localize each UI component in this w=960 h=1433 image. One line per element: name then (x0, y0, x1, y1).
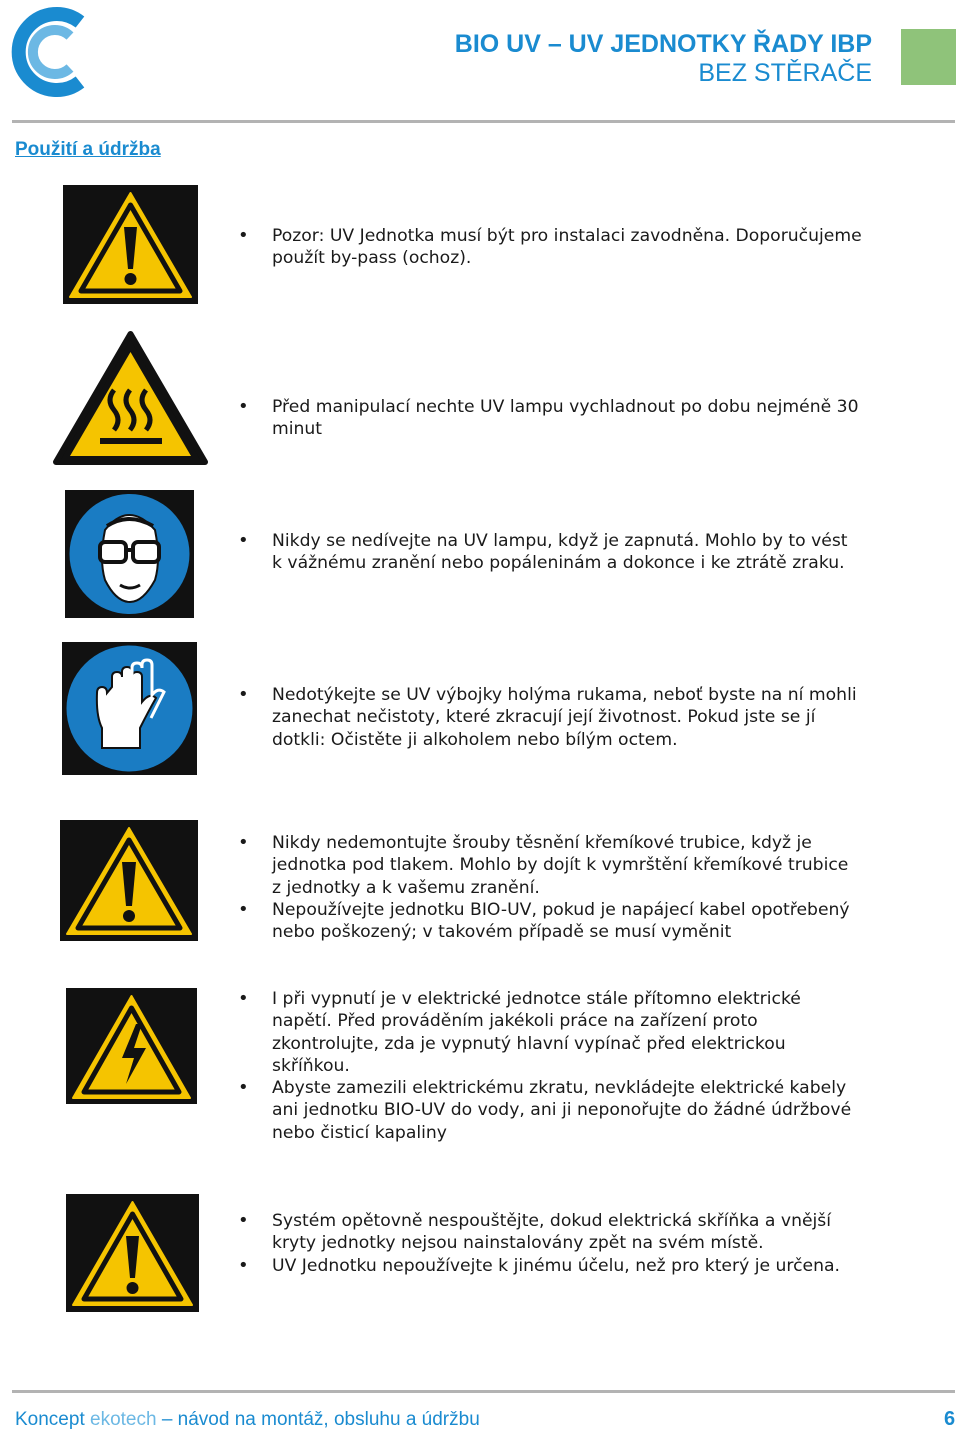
document-title (455, 30, 872, 88)
footer-divider (12, 1390, 955, 1393)
bullet: • (238, 225, 249, 246)
footer-brand-accent: ekotech (90, 1409, 157, 1430)
list-item-text: Abyste zamezili elektrickému zkratu, nevkládejte elektrické kabely ani jednotku BIO-UV do vody, ani ji neponořujte do žádné údržbové nebo čisticí kapaliny (272, 1078, 852, 1143)
bullet: • (238, 832, 249, 853)
list-item-text: Systém opětovně nespouštějte, dokud elektrická skříňka a vnější kryty jednotky nejsou nainstalovány zpět na svém místě. (272, 1211, 832, 1254)
title-line-2: BEZ STĚRAČE (698, 59, 872, 87)
page-number: 6 (944, 1408, 956, 1430)
header-divider (12, 120, 955, 123)
bullet: • (238, 988, 249, 1009)
list-item-text: Nikdy nedemontujte šrouby těsnění křemíkové trubice, když je jednotka pod tlakem. Mohlo by dojít k vymrštění křemíkové trubice z jednotky a k vašemu zranění. (272, 833, 849, 898)
bullet: • (238, 899, 249, 920)
warning-triangle-icon (66, 1194, 199, 1312)
warning-triangle-icon (60, 820, 198, 941)
footer-text (15, 1409, 480, 1431)
list-item-text: I při vypnutí je v elektrické jednotce stále přítomno elektrické napětí. Před prováděním jakékoli práce na zařízení proto zkontrolujte, zda je vypnutý hlavní vypínač před elektrickou skříňkou. (272, 989, 801, 1076)
eye-protection-icon (65, 490, 194, 618)
company-logo (0, 0, 92, 104)
electric-hazard-icon (66, 988, 197, 1104)
gloves-icon (62, 642, 197, 775)
warning-triangle-icon (63, 185, 198, 304)
title-line-1: BIO UV – UV JEDNOTKY ŘADY IBP (454, 30, 872, 58)
bullet: • (238, 1210, 249, 1231)
list-item-text: Nedotýkejte se UV výbojky holýma rukama, neboť byste na ní mohli zanechat nečistoty, které zkracují její životnost. Pokud jste se jí dotkli: Očistěte ji alkoholem nebo bílým octem. (272, 685, 857, 750)
list-item-text: UV Jednotku nepoužívejte k jinému účelu, než pro který je určena. (272, 1256, 841, 1276)
list-item-text: Pozor: UV Jednotka musí být pro instalaci zavodněna. Doporučujeme použít by-pass (ochoz). (272, 226, 862, 269)
section-title: Použití a údržba (15, 139, 161, 160)
bullet: • (238, 530, 249, 551)
bullet: • (238, 1255, 249, 1276)
hot-surface-icon (52, 330, 209, 467)
list-item-text: Nepoužívejte jednotku BIO-UV, pokud je napájecí kabel opotřebený nebo poškozený; v takovém případě se musí vyměnit (272, 900, 850, 943)
bullet: • (238, 396, 249, 417)
footer-subtitle: – návod na montáž, obsluhu a údržbu (156, 1409, 480, 1430)
header-accent-box (901, 29, 956, 85)
list-item-text: Před manipulací nechte UV lampu vychladnout po dobu nejméně 30 minut (272, 397, 859, 440)
list-item-text: Nikdy se nedívejte na UV lampu, když je zapnutá. Mohlo by to vést k vážnému zranění nebo popáleninám a dokonce i ke ztrátě zraku. (272, 531, 848, 574)
bullet: • (238, 1077, 249, 1098)
bullet: • (238, 684, 249, 705)
footer-brand: Koncept (15, 1409, 90, 1430)
